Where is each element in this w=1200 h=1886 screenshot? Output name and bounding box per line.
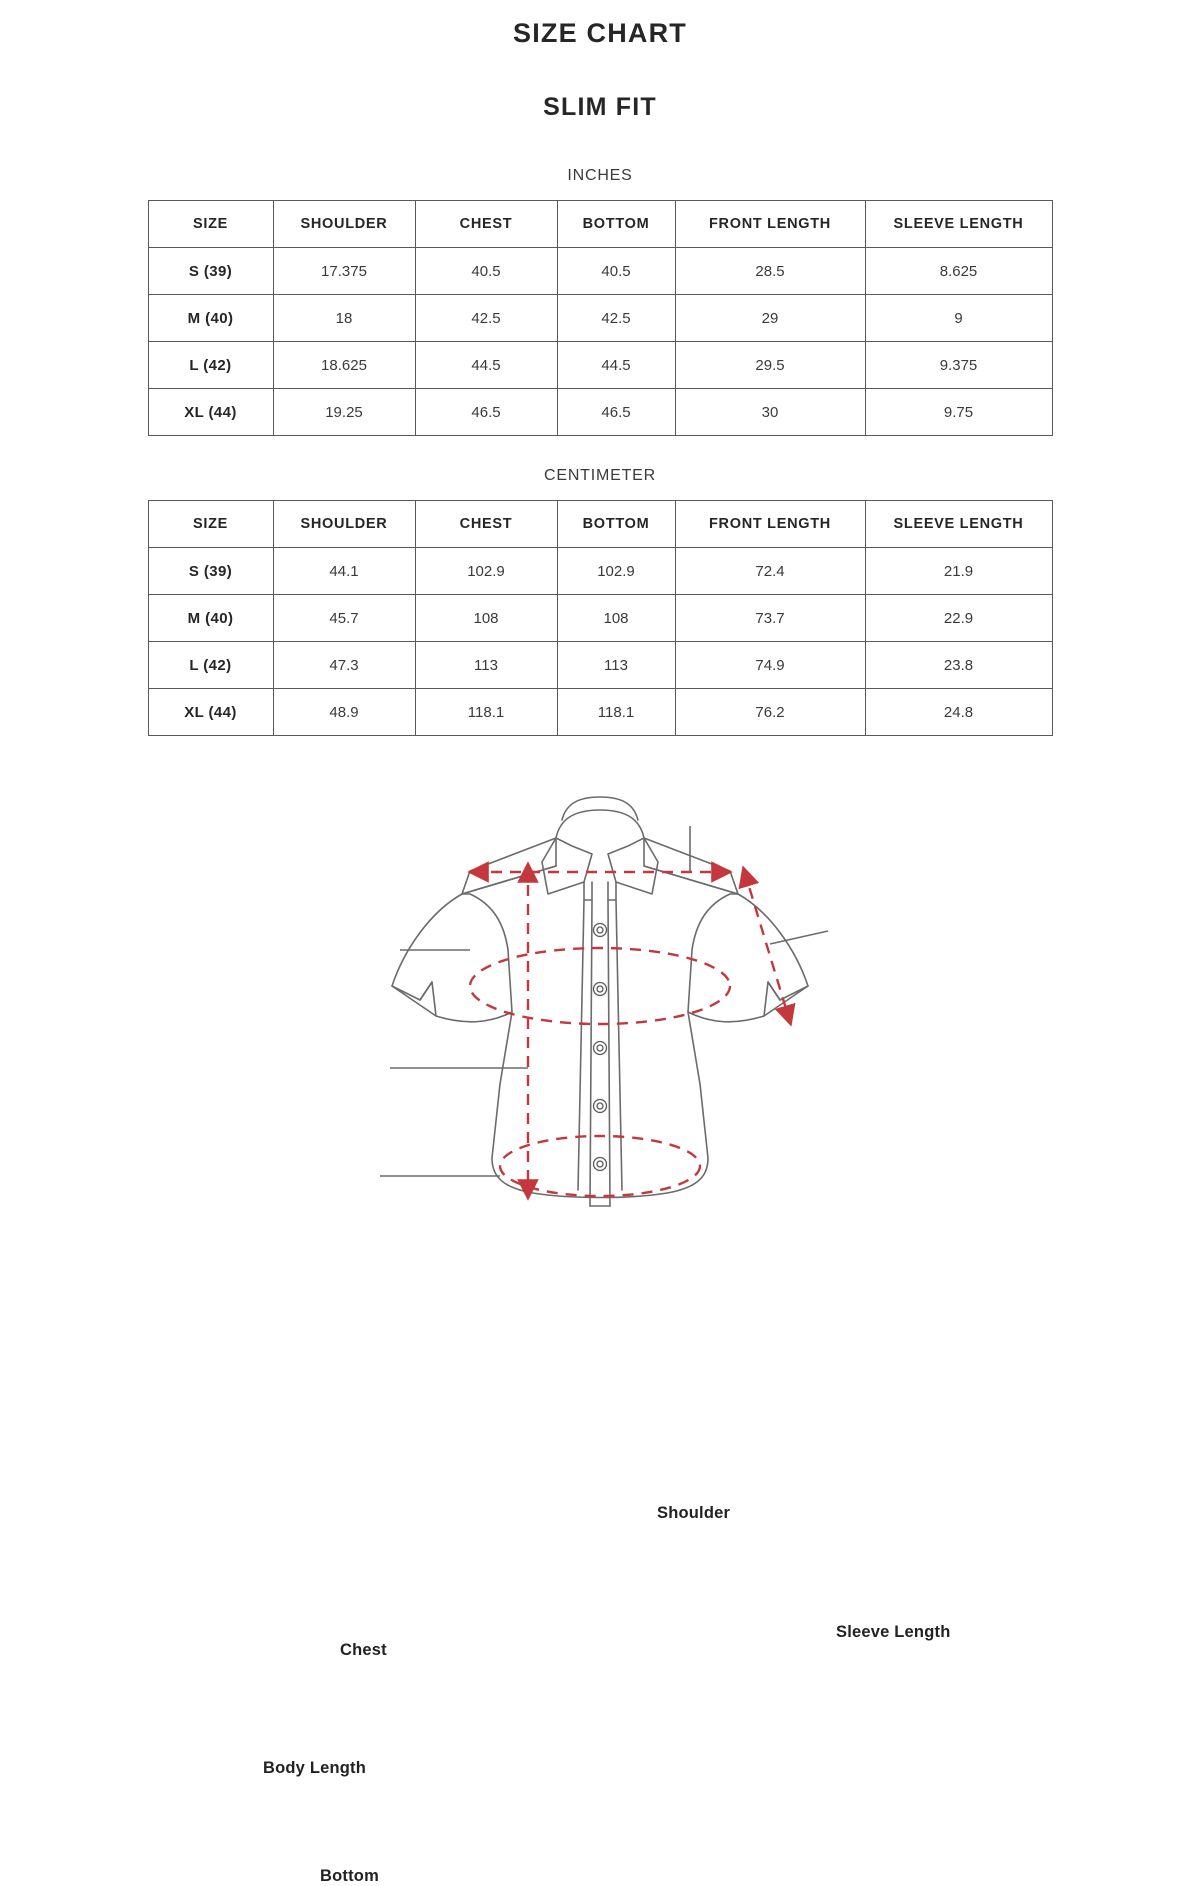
size-table-inches [148, 200, 1053, 436]
column-header-size: SIZE [148, 501, 273, 548]
cell-chest: 44.5 [415, 342, 557, 389]
cell-shoulder: 18.625 [273, 342, 415, 389]
column-header-shoulder: SHOULDER [273, 201, 415, 248]
cell-shoulder: 44.1 [273, 548, 415, 595]
table-row [148, 295, 1052, 342]
cell-front-length: 76.2 [675, 689, 865, 736]
column-header-sleeve-length: SLEEVE LENGTH [865, 501, 1052, 548]
cell-sleeve-length: 9.375 [865, 342, 1052, 389]
diagram-label-shoulder: Shoulder [657, 1504, 731, 1522]
table-row [148, 389, 1052, 436]
cell-sleeve-length: 23.8 [865, 642, 1052, 689]
page-subtitle: SLIM FIT [543, 93, 657, 121]
cell-size: S (39) [148, 248, 273, 295]
table-row [148, 689, 1052, 736]
leader-lines [380, 826, 828, 1176]
cell-shoulder: 48.9 [273, 689, 415, 736]
cell-chest: 46.5 [415, 389, 557, 436]
cell-size: XL (44) [148, 689, 273, 736]
leader-line-sleeve-length [770, 931, 828, 944]
cell-shoulder: 19.25 [273, 389, 415, 436]
column-header-chest: CHEST [415, 201, 557, 248]
cell-sleeve-length: 22.9 [865, 595, 1052, 642]
column-header-bottom: BOTTOM [557, 501, 675, 548]
diagram-label-sleeve-length: Sleeve Length [836, 1623, 951, 1641]
unit-label-inches: INCHES [567, 167, 633, 184]
cell-sleeve-length: 9 [865, 295, 1052, 342]
column-header-chest: CHEST [415, 501, 557, 548]
cell-bottom: 113 [557, 642, 675, 689]
shirt-illustration-icon [392, 797, 808, 1206]
column-header-bottom: BOTTOM [557, 201, 675, 248]
cell-chest: 118.1 [415, 689, 557, 736]
cell-shoulder: 47.3 [273, 642, 415, 689]
cell-front-length: 30 [675, 389, 865, 436]
diagram-label-bottom: Bottom [320, 1867, 379, 1885]
cell-bottom: 46.5 [557, 389, 675, 436]
column-header-front-length: FRONT LENGTH [675, 501, 865, 548]
cell-front-length: 72.4 [675, 548, 865, 595]
cell-bottom: 118.1 [557, 689, 675, 736]
table-row [148, 595, 1052, 642]
cell-shoulder: 45.7 [273, 595, 415, 642]
cell-front-length: 29.5 [675, 342, 865, 389]
shirt-buttons-icon [594, 924, 607, 1171]
table-row [148, 548, 1052, 595]
cell-front-length: 73.7 [675, 595, 865, 642]
cell-size: S (39) [148, 548, 273, 595]
column-header-sleeve-length: SLEEVE LENGTH [865, 201, 1052, 248]
cell-size: L (42) [148, 342, 273, 389]
cell-shoulder: 17.375 [273, 248, 415, 295]
page-title: SIZE CHART [513, 18, 687, 48]
diagram-label-chest: Chest [340, 1641, 387, 1659]
cell-chest: 108 [415, 595, 557, 642]
cell-bottom: 40.5 [557, 248, 675, 295]
cell-front-length: 74.9 [675, 642, 865, 689]
cell-size: XL (44) [148, 389, 273, 436]
table-row [148, 342, 1052, 389]
cell-sleeve-length: 8.625 [865, 248, 1052, 295]
cell-sleeve-length: 21.9 [865, 548, 1052, 595]
cell-chest: 42.5 [415, 295, 557, 342]
cell-bottom: 44.5 [557, 342, 675, 389]
cell-chest: 40.5 [415, 248, 557, 295]
cell-sleeve-length: 9.75 [865, 389, 1052, 436]
cell-shoulder: 18 [273, 295, 415, 342]
table-header-row [148, 201, 1052, 248]
cell-size: L (42) [148, 642, 273, 689]
table-row [148, 642, 1052, 689]
size-table-centimeter [148, 500, 1053, 736]
cell-front-length: 29 [675, 295, 865, 342]
sleeve-length-measure-line [744, 870, 790, 1022]
cell-size: M (40) [148, 295, 273, 342]
diagram-label-body-length: Body Length [263, 1759, 367, 1777]
measurement-diagram [0, 754, 1200, 1885]
shirt-diagram-svg [0, 754, 1200, 1234]
cell-chest: 102.9 [415, 548, 557, 595]
table-header-row [148, 501, 1052, 548]
cell-chest: 113 [415, 642, 557, 689]
table-row [148, 248, 1052, 295]
column-header-front-length: FRONT LENGTH [675, 201, 865, 248]
unit-label-centimeter: CENTIMETER [544, 467, 656, 484]
cell-front-length: 28.5 [675, 248, 865, 295]
cell-sleeve-length: 24.8 [865, 689, 1052, 736]
column-header-size: SIZE [148, 201, 273, 248]
cell-bottom: 42.5 [557, 295, 675, 342]
cell-size: M (40) [148, 595, 273, 642]
cell-bottom: 102.9 [557, 548, 675, 595]
column-header-shoulder: SHOULDER [273, 501, 415, 548]
cell-bottom: 108 [557, 595, 675, 642]
